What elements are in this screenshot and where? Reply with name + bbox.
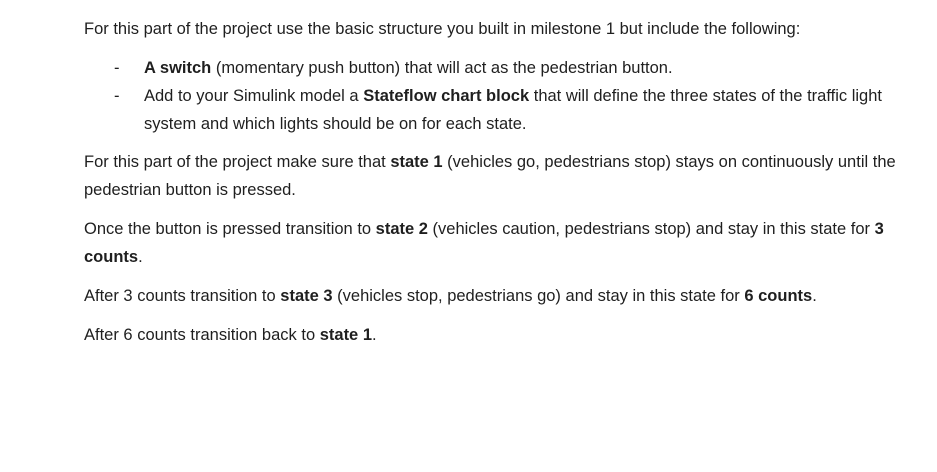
list-item-text: Add to your Simulink model a (144, 87, 364, 105)
bold-term: state 1 (319, 326, 372, 344)
list-item (114, 82, 897, 138)
bold-term: state 2 (375, 220, 428, 238)
return-paragraph (84, 321, 897, 349)
bold-term: A switch (144, 59, 212, 77)
paragraph-text: (vehicles stop, pedestrians go) and stay in this state for (332, 287, 745, 305)
paragraph-text: (vehicles caution, pedestrians stop) and stay in this state for (427, 220, 875, 238)
bold-term: state 3 (280, 287, 333, 305)
intro-paragraph (84, 15, 897, 43)
paragraph-text: (vehicles go, pedestrians stop) stays on continuously until the pedestrian button is pressed. (84, 153, 896, 199)
bold-term: state 1 (390, 153, 443, 171)
state2-paragraph (84, 215, 897, 271)
paragraph-text: Once the button is pressed transition to (84, 220, 376, 238)
list-item-text: (momentary push button) that will act as the pedestrian button. (211, 59, 673, 77)
state1-paragraph (84, 148, 897, 204)
paragraph-text: . (372, 326, 377, 344)
bold-term: 3 counts (84, 220, 884, 266)
dash-marker: - (114, 59, 120, 77)
list-item (114, 54, 897, 82)
list-item-text: that will define the three states of the traffic light system and which lights should be on for each state. (144, 87, 882, 133)
bold-term: 6 counts (744, 287, 813, 305)
paragraph-text: After 3 counts transition to (84, 287, 281, 305)
paragraph-text: After 6 counts transition back to (84, 326, 320, 344)
paragraph-text: For this part of the project make sure that (84, 153, 391, 171)
intro-text: For this part of the project use the basic structure you built in milestone 1 but include the following: (84, 20, 801, 38)
paragraph-text: . (812, 287, 817, 305)
dash-marker: - (114, 87, 120, 105)
paragraph-text: . (138, 248, 143, 266)
bold-term: Stateflow chart block (363, 87, 530, 105)
state3-paragraph (84, 282, 897, 310)
requirements-list (84, 54, 897, 138)
